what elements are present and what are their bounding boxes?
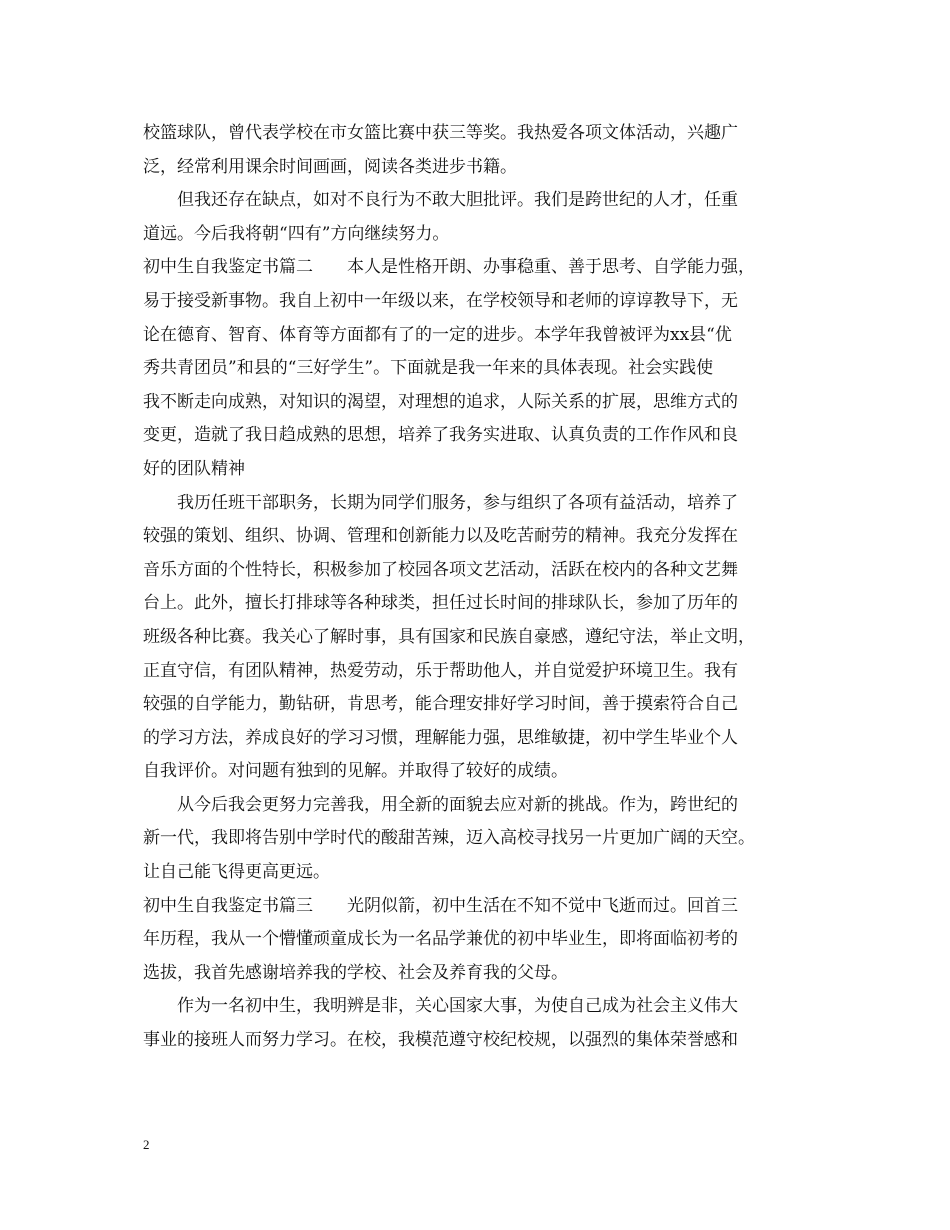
text-line: 我不断走向成熟，对知识的渴望，对理想的追求，人际关系的扩展，思维方式的 (143, 391, 738, 412)
text-line: 论在德育、智育、体育等方面都有了的一定的进步。本学年我曾被评为xx县“优 (143, 324, 732, 345)
page-number: 2 (143, 1137, 150, 1152)
text-line: 较强的策划、组织、协调、管理和创新能力以及吃苦耐劳的精神。我充分发挥在 (143, 526, 738, 547)
text-line: 好的团队精神 (143, 458, 245, 479)
body-text (143, 117, 815, 1058)
text-line: 但我还存在缺点，如对不良行为不敢大胆批评。我们是跨世纪的人才，任重 (177, 190, 738, 211)
text-line: 自我评价。对问题有独到的见解。并取得了较好的成绩。 (143, 761, 568, 782)
text-line: 正直守信，有团队精神，热爱劳动，乐于帮助他人，并自觉爱护环境卫生。我有 (143, 660, 738, 681)
text-line: 易于接受新事物。我自上初中一年级以来，在学校领导和老师的谆谆教导下，无 (143, 290, 738, 311)
text-line: 秀共青团员”和县的“三好学生”。下面就是我一年来的具体表现。社会实践使 (143, 358, 714, 379)
text-line: 我历任班干部职务，长期为同学们服务，参与组织了各项有益活动，培养了 (177, 492, 738, 513)
text-line: 变更，造就了我日趋成熟的思想，培养了我务实进取、认真负责的工作作风和良 (143, 425, 738, 446)
text-line: 从今后我会更努力完善我，用全新的面貌去应对新的挑战。作为，跨世纪的 (177, 794, 738, 815)
section-heading-line: 初中生自我鉴定书篇三 光阴似箭，初中生活在不知不觉中飞逝而过。回首三 (143, 895, 738, 916)
text-line: 道远。今后我将朝“四有”方向继续努力。 (143, 223, 450, 244)
text-line: 泛，经常利用课余时间画画，阅读各类进步书籍。 (143, 156, 517, 177)
text-line: 较强的自学能力，勤钻研，肯思考，能合理安排好学习时间，善于摸索符合自己 (143, 694, 738, 715)
text-line: 事业的接班人而努力学习。在校，我模范遵守校纪校规，以强烈的集体荣誉感和 (143, 1030, 738, 1051)
text-line: 选拔，我首先感谢培养我的学校、社会及养育我的父母。 (143, 962, 568, 983)
text-line: 作为一名初中生，我明辨是非，关心国家大事，为使自己成为社会主义伟大 (177, 996, 738, 1017)
text-line: 台上。此外，擅长打排球等各种球类，担任过长时间的排球队长，参加了历年的 (143, 593, 738, 614)
section-heading-line: 初中生自我鉴定书篇二 本人是性格开朗、办事稳重、善于思考、自学能力强， (143, 257, 755, 278)
text-line: 音乐方面的个性特长，积极参加了校园各项文艺活动，活跃在校内的各种文艺舞 (143, 559, 738, 580)
text-line: 年历程，我从一个懵懂顽童成长为一名品学兼优的初中毕业生，即将面临初考的 (143, 929, 738, 950)
text-line: 新一代，我即将告别中学时代的酸甜苦辣，迈入高校寻找另一片更加广阔的天空。 (143, 828, 755, 849)
text-line: 校篮球队，曾代表学校在市女篮比赛中获三等奖。我热爱各项文体活动，兴趣广 (143, 123, 738, 143)
text-line: 让自己能飞得更高更远。 (143, 862, 330, 883)
text-line: 班级各种比赛。我关心了解时事，具有国家和民族自豪感，遵纪守法，举止文明， (143, 626, 755, 647)
text-line: 的学习方法，养成良好的学习习惯，理解能力强，思维敏捷，初中学生毕业个人 (143, 727, 738, 748)
